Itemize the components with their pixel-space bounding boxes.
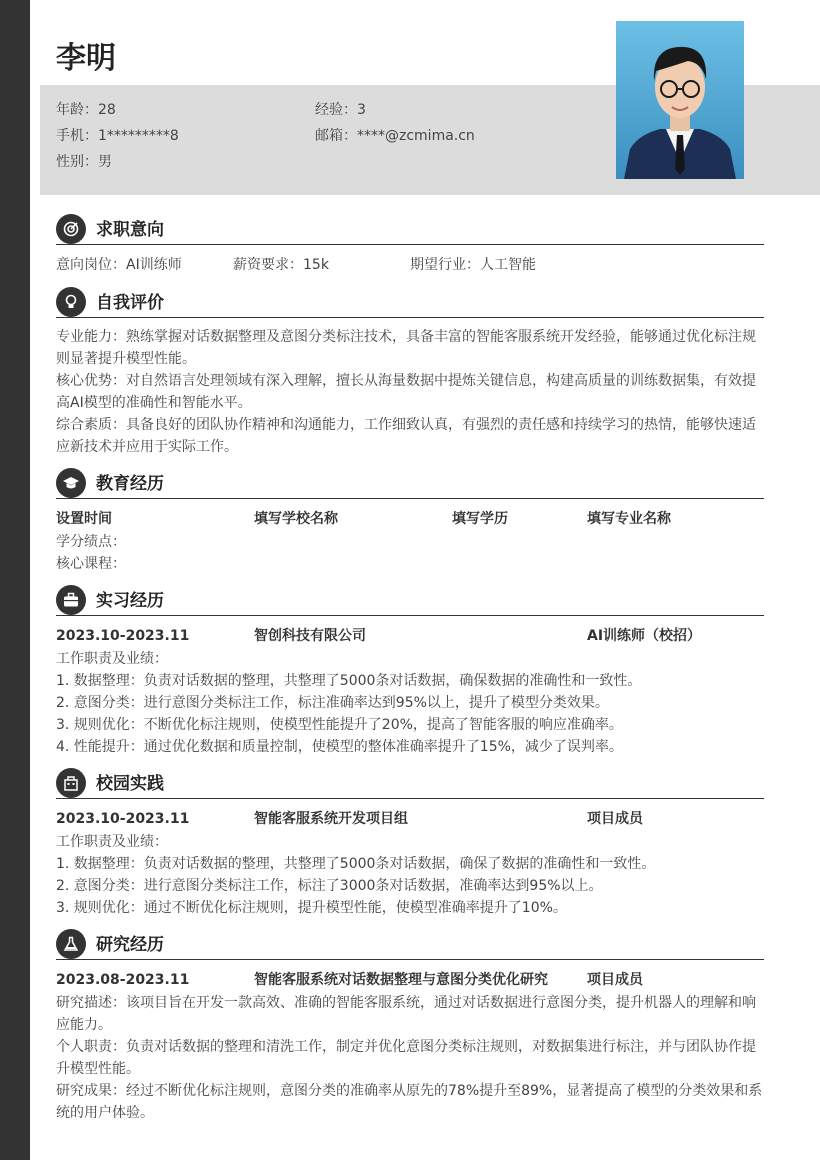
research-line: 个人职责：负责对话数据的整理和清洗工作，制定并优化意图分类标注规则，对数据集进行标注，并与团队协作提升模型性能。 xyxy=(56,1039,756,1077)
section-title: 实习经历 xyxy=(96,591,164,611)
internship-section xyxy=(56,585,764,758)
campus-practice-section xyxy=(56,768,764,919)
duty-item: 1. 数据整理：负责对话数据的整理，共整理了5000条对话数据，确保了数据的准确性和一致性。 xyxy=(56,856,656,872)
section-title: 求职意向 xyxy=(96,220,164,240)
internship-row xyxy=(56,624,764,648)
phone-field: 手机：1*********8 xyxy=(56,128,179,144)
section-header xyxy=(56,768,764,799)
left-accent-bar xyxy=(0,0,30,1160)
section-title: 研究经历 xyxy=(96,935,164,955)
duty-item: 2. 意图分类：进行意图分类标注工作，标注了3000条对话数据，准确率达到95%以上。 xyxy=(56,878,603,894)
flask-icon xyxy=(56,929,86,959)
job-intent-row xyxy=(56,253,764,277)
self-eval-line: 核心优势：对自然语言处理领域有深入理解，擅长从海量数据中提炼关键信息，构建高质量的训练数据集，有效提高AI模型的准确性和智能水平。 xyxy=(56,373,756,411)
major: 填写专业名称 xyxy=(587,511,671,527)
education-row xyxy=(56,507,764,531)
salary-expectation: 薪资要求：15k xyxy=(233,257,329,273)
experience-field: 经验：3 xyxy=(315,102,366,118)
degree: 填写学历 xyxy=(452,511,508,527)
section-header xyxy=(56,214,764,245)
section-title: 校园实践 xyxy=(96,774,164,794)
internship-company: 智创科技有限公司 xyxy=(254,628,366,644)
email-field: 邮箱：****@zcmima.cn xyxy=(315,128,475,144)
section-title: 教育经历 xyxy=(96,474,164,494)
gpa-line: 学分绩点： xyxy=(56,534,126,550)
self-eval-line: 专业能力：熟练掌握对话数据整理及意图分类标注技术，具备丰富的智能客服系统开发经验，能够通过优化标注规则显著提升模型性能。 xyxy=(56,329,756,367)
age-field: 年龄：28 xyxy=(56,102,116,118)
campus-organization: 智能客服系统开发项目组 xyxy=(254,811,408,827)
section-title: 自我评价 xyxy=(96,293,164,313)
lightbulb-icon xyxy=(56,287,86,317)
job-intent-section xyxy=(56,214,764,277)
duty-label: 工作职责及业绩： xyxy=(56,651,168,667)
self-eval-line: 综合素质：具备良好的团队协作精神和沟通能力，工作细致认真，有强烈的责任感和持续学习的热情，能够快速适应新技术并应用于实际工作。 xyxy=(56,417,756,455)
duty-item: 1. 数据整理：负责对话数据的整理，共整理了5000条对话数据，确保数据的准确性和一致性。 xyxy=(56,673,642,689)
gender-field: 性别：男 xyxy=(56,154,112,170)
duty-item: 2. 意图分类：进行意图分类标注工作，标注准确率达到95%以上，提升了模型分类效果。 xyxy=(56,695,609,711)
candidate-name: 李明 xyxy=(56,41,116,76)
profile-photo xyxy=(616,21,744,179)
campus-building-icon xyxy=(56,768,86,798)
duty-label: 工作职责及业绩： xyxy=(56,834,168,850)
internship-time: 2023.10-2023.11 xyxy=(56,628,190,644)
duty-item: 3. 规则优化：不断优化标注规则，使模型性能提升了20%，提高了智能客服的响应准确率。 xyxy=(56,717,623,733)
briefcase-icon xyxy=(56,585,86,615)
campus-time: 2023.10-2023.11 xyxy=(56,811,190,827)
section-header xyxy=(56,287,764,318)
education-time: 设置时间 xyxy=(56,511,112,527)
research-role: 项目成员 xyxy=(587,972,643,988)
target-icon xyxy=(56,214,86,244)
graduation-cap-icon xyxy=(56,468,86,498)
research-section xyxy=(56,929,764,1124)
intended-position: 意向岗位：AI训练师 xyxy=(56,257,182,273)
section-header xyxy=(56,585,764,616)
research-row xyxy=(56,968,764,992)
campus-row xyxy=(56,807,764,831)
duty-item: 4. 性能提升：通过优化数据和质量控制，使模型的整体准确率提升了15%，减少了误判率。 xyxy=(56,739,623,755)
resume-body xyxy=(56,214,764,1134)
research-project: 智能客服系统对话数据整理与意图分类优化研究 xyxy=(254,972,548,988)
self-evaluation-section xyxy=(56,287,764,458)
internship-role: AI训练师（校招） xyxy=(587,628,702,644)
research-line: 研究成果：经过不断优化标注规则，意图分类的准确率从原先的78%提升至89%，显著提高了模型的分类效果和系统的用户体验。 xyxy=(56,1083,763,1121)
section-header xyxy=(56,929,764,960)
research-time: 2023.08-2023.11 xyxy=(56,972,190,988)
campus-role: 项目成员 xyxy=(587,811,643,827)
courses-line: 核心课程： xyxy=(56,556,126,572)
expected-industry: 期望行业：人工智能 xyxy=(410,257,536,273)
duty-item: 3. 规则优化：通过不断优化标注规则，提升模型性能，使模型准确率提升了10%。 xyxy=(56,900,567,916)
education-section xyxy=(56,468,764,575)
school-name: 填写学校名称 xyxy=(254,511,338,527)
section-header xyxy=(56,468,764,499)
research-line: 研究描述：该项目旨在开发一款高效、准确的智能客服系统，通过对话数据进行意图分类，提升机器人的理解和响应能力。 xyxy=(56,995,756,1033)
